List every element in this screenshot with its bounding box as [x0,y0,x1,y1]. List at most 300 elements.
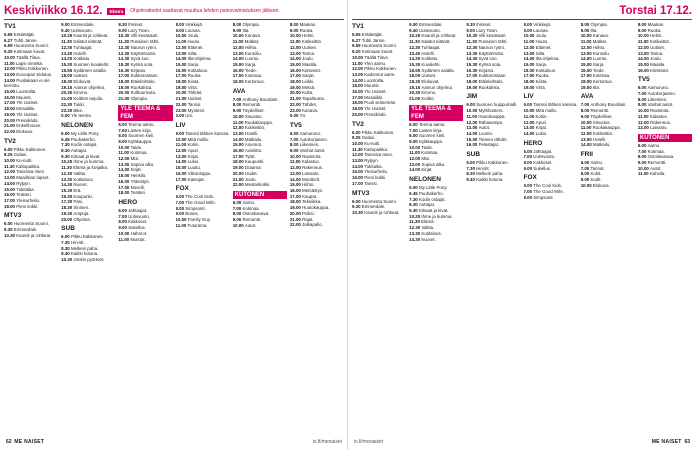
program-time: 21.00 [61,96,74,102]
program-time: 16.00 [580,67,593,73]
program-title: Kaupunki. [73,193,93,199]
program-title: Liikemies. [647,96,668,102]
program-title: Valittu. [73,170,87,176]
program-title: Joulu. [187,33,200,39]
program-time: 9.00 [118,27,129,33]
program-title: Hiihto. [592,44,606,50]
program-time: 10.30 [466,33,479,39]
program-time: 21.00 [409,96,422,102]
program-time: 14.00 [637,56,651,62]
program-time: 15.00 [232,142,245,148]
program-title: Kahvila. [649,171,666,177]
program-time: 0.00 [61,113,71,119]
program-time: 22.00 [4,128,17,134]
program-time: 9.00 [466,102,477,108]
program-time: 12.30 [409,44,422,50]
program-title: Huomenta Suomi. [361,198,397,204]
program-title: Tekniikka. [302,199,322,205]
program-title: Aamu. [590,160,604,166]
program-time: 15.00 [232,61,245,67]
program-title: Ilta. [242,27,250,33]
program-time: 6.59 [352,43,362,49]
program-time: 16.30 [466,67,479,73]
channel-section [233,88,287,188]
program-time: 7.00 [175,199,186,205]
program-title: Anthony Bourdain. [590,102,627,108]
program-time: 17.00 [523,73,536,79]
program-title: Teatteri. [130,190,147,196]
program-time: 12.00 [352,66,365,72]
program-time: 20.00 [232,170,245,176]
program-title: Silta. [187,50,198,56]
program-time: 13.00 [637,125,651,131]
program-time: 18.30 [61,79,74,85]
program-title: Kotitalous. [421,230,442,236]
program-time: 10.00 [352,54,365,60]
program-title: Kukkarostaan. [478,73,507,79]
program-title: Leikki. [302,79,315,85]
program-time: 9.40 [61,27,71,33]
program-time: 18.00 [4,106,17,112]
program-time: 21.00 [289,216,303,222]
program-time: 12.00 [4,169,17,175]
listing-column [176,22,230,436]
channel-section [638,22,692,73]
program-title: Huomenta Suomi. [361,43,397,49]
program-title: Tähdet. [302,101,317,107]
program-title: Lounas. [533,27,549,33]
program-time: 9.00 [523,102,534,108]
program-title: Remontti. [242,217,262,223]
program-time: 6.00 [580,160,591,166]
program-title: Vinkkejä. [185,22,204,27]
program-time: 16.00 [175,67,188,73]
program-row [524,195,578,201]
program-time: 15.00 [637,61,651,67]
program-title: Tanssii tähtien kanssa. [533,102,578,108]
program-title: Puoliakaan ei ole kerrottu. [4,77,50,89]
program-time: 8.00 [289,22,300,27]
channel-section [409,176,463,242]
program-row [466,142,520,148]
program-time: 8.00 [175,205,186,211]
program-time: 11.00 [232,39,245,45]
program-title: Tytöt. [244,153,256,159]
channel-section [233,22,287,85]
program-title: Rahasampo. [478,119,504,125]
program-time: 11.00 [352,60,364,66]
program-time: 10.25 [61,159,74,165]
program-title: Mysteeri. [187,107,206,113]
program-time: 10.00 [580,119,593,125]
program-title: Uudet. [244,170,258,176]
program-title: Punainen tähti. [478,39,508,45]
program-title: Lukio. [535,130,548,136]
program-time: 13.00 [523,50,536,56]
program-time: 13.30 [409,230,422,236]
program-title: Tukki. [73,101,85,107]
program-title: Kulta. [302,90,314,96]
channel-heading: FOX [523,174,537,182]
program-time: 11.00 [580,39,593,45]
program-title: Kotimaa. [592,73,611,79]
channel-heading: HERO [523,139,543,147]
program-time: 11.00 [4,60,16,66]
program-time: 9.20 [352,49,362,55]
channel-section [61,22,115,119]
program-title: Taide. [130,144,143,150]
program-title: Rajat. [302,216,314,222]
program-row [4,204,58,210]
program-time: 6.00 [118,207,129,213]
program-time: 6.00 [61,234,71,240]
program-time: 12.00 [580,130,593,136]
program-title: Salatut elämät. [73,39,103,45]
program-title: Sininen. [73,205,90,211]
program-title: Luonto. [244,56,260,62]
program-row [581,142,635,148]
program-time: 10.30 [118,33,131,39]
program-title: Matkat. [592,39,608,45]
program-title: Teatteri. [16,192,32,198]
program-time: 17.00 [352,94,365,100]
program-title: Uutiset. [187,96,203,102]
program-time: 19.00 [4,111,17,117]
program-time: 10.00 [232,33,245,39]
program-title: Uutisvuoto. [418,27,441,33]
program-time: 11.30 [118,39,131,45]
program-title: Ostoskanava. [242,211,270,217]
footer-url: is.fi/menaiset [354,439,384,445]
program-title: Kauniit ja rohkeat. [421,33,457,39]
program-time: 10.00 [118,144,131,150]
program-time: 16.00 [466,142,479,148]
program-title: Eläinkohtalo. [130,79,156,85]
program-time: 7.00 [637,148,648,154]
program-title: Kotimaa. [130,150,148,156]
channel-section [466,22,520,90]
program-title: Kotiin. [187,142,200,148]
program-title: Kanava. [244,33,262,39]
program-title: Kylmä sota. [130,61,154,67]
channel-section [118,199,172,242]
program-time: 10.00 [175,33,188,39]
program-time: 6.00 [637,85,648,91]
program-time: 9.30 [352,204,362,210]
program-time: 12.00 [232,44,245,50]
program-time: 12.00 [637,119,651,125]
program-title: Ruokalista. [478,84,501,90]
program-title: Hirviöt. [70,239,85,245]
program-time: 9.20 [4,49,14,55]
program-title: Täydelliset. [590,113,613,119]
program-title: Aamuruno. [299,130,322,136]
program-time: 15.00 [4,89,17,95]
program-title: Remontti. [590,108,610,114]
program-title: Sisustus. [592,119,611,125]
program-time: 8.30 [409,202,419,208]
program-title: Sydämen asialla. [73,67,107,73]
program-title: Ruoka. [647,27,662,33]
program-title: Ruoka. [299,27,314,33]
channel-section [290,122,344,228]
program-time: 14.00 [466,130,479,136]
program-time: 10.00 [289,33,303,39]
program-title: Metsä. [302,84,316,90]
ekstra-badge: Ekstra [109,8,124,14]
program-time: 8.00 [523,160,534,166]
program-time: 15.00 [4,186,17,192]
program-title: Taide. [421,144,434,150]
program-time: 5.55 [4,32,14,37]
program-time: 13.30 [61,176,74,182]
channel-heading: TV1 [4,23,16,30]
program-time: 8.30 [466,171,477,177]
channel-section [176,22,230,119]
program-time: 18.00 [352,100,365,106]
program-time: 9.00 [466,27,477,33]
listing-column [233,22,287,436]
program-title: Novelli. [130,184,145,190]
page-footer [354,438,690,446]
channel-heading: MTV3 [352,189,370,197]
program-title: Rylpyn. [364,158,379,164]
program-title: Syvä suo. [130,56,150,62]
program-time: 12.30 [118,44,131,50]
program-title: Kaikki kotona. [476,177,504,183]
program-title: Vinkkejä. [533,22,552,27]
program-title: Pelastajat. [478,142,500,148]
program-row [61,113,115,119]
program-title: Anthony Bourdain. [242,96,279,102]
program-title: Tukitaika. [364,163,383,169]
program-time: 12.00 [580,44,593,50]
program-title: Emmerdale. [13,227,38,233]
program-time: 15.00 [289,182,303,188]
program-title: Maukas. [299,22,317,27]
program-title: Helmi. [650,33,663,39]
program-title: Yleisurheilu. [364,169,389,175]
program-time: 9.00 [175,211,186,217]
program-title: Pikku Kakkonen. [361,129,395,135]
program-time: 10.25 [61,33,74,39]
program-title: Matkailu. [244,136,263,142]
program-time: 19.00 [466,84,479,90]
program-time: 13.00 [466,125,479,131]
program-title: Galaxi. [13,152,28,158]
program-title: Pikku Kakkonen. [13,146,47,152]
program-title: Sukellus. [533,165,552,171]
program-time: 22.00 [289,101,303,107]
program-time: 14.00 [4,77,17,83]
listing-column [466,22,520,436]
program-title: Autokorjaamo. [647,91,676,97]
program-time: 11.00 [523,39,536,45]
program-title: Olympia. [590,22,608,27]
program-time: 9.00 [580,177,591,183]
program-time: 18.00 [289,199,303,205]
page-number: 63 [684,439,690,445]
program-title: Kylmä sota. [478,61,502,67]
program-time: 13.00 [232,50,245,56]
program-time: 15.30 [409,61,422,67]
program-title: Kotimaa. [244,73,263,79]
program-time: 11.00 [175,39,188,45]
program-title: Jahtaajat. [128,207,148,213]
program-time: 14.00 [232,136,245,142]
program-title: Lapsi nimeltä. [15,60,44,66]
channel-heading: YLE TEEMA & FEM [118,105,172,121]
program-title: Kirjasto. [478,67,495,73]
program-title: Lazy Town. [476,27,498,33]
program-time: 16.00 [289,67,303,73]
program-time: 9.30 [4,227,14,233]
channel-section [581,22,635,90]
program-title: Autokorjaamo. [299,136,328,142]
program-time: 19.00 [289,84,303,90]
program-time: 12.00 [523,44,536,50]
program-title: Autot. [478,125,491,131]
program-time: 22.00 [175,101,188,107]
program-title: Tiede. [592,67,605,73]
program-title: Laivasto. [302,170,320,176]
program-row [466,177,520,183]
program-title: Puuhakerho. [70,136,96,142]
listing-column [290,22,344,436]
program-time: 12.00 [289,165,303,171]
program-title: Kotikeittiö. [592,130,614,136]
program-time: 11.30 [61,39,74,45]
program-title: Aamuruno. [647,85,670,91]
program-time: 8.30 [118,22,129,27]
program-time: 8.00 [523,194,534,200]
channel-heading: LIV [523,93,534,101]
program-title: Silta. [535,50,546,56]
program-title: Suomen huippumalli. [476,102,518,108]
program-time: 6.00 [175,194,186,200]
channel-section [290,22,344,119]
channel-section [61,225,115,263]
program-title: Yle Uutiset. [16,100,39,106]
program-title: Lounas. [185,27,201,33]
program-time: 17.00 [466,73,479,79]
program-title: Sarja. [535,61,548,67]
program-time: 19.00 [580,84,593,90]
program-title: Kirjat. [187,153,199,159]
program-title: Lasten kirja. [128,127,152,133]
program-title: Viikonloppu. [187,170,212,176]
channel-heading: JIM [466,93,478,101]
program-time: 10.00 [4,54,17,60]
program-title: Kauniit ja rohkeat. [364,209,400,215]
program-title: Yleisurheilu. [16,197,41,203]
channel-section [638,134,692,177]
program-row [638,171,692,177]
program-time: 13.40 [61,50,74,56]
channel-heading: TV5 [637,76,650,84]
program-title: Sukellus. [128,225,146,231]
program-time: 15.00 [466,136,479,142]
header-rule [352,19,692,20]
program-time: 18.30 [409,79,422,85]
program-title: Tapahtuma. [302,96,326,102]
program-title: Keittiö. [421,96,435,102]
program-row [176,177,230,183]
program-title: Kirjasto. [130,67,147,73]
program-title: Ravintola. [650,108,670,114]
program-time: 10.00 [118,230,131,236]
channel-heading: AVA [232,87,246,95]
program-time: 10.00 [523,108,536,114]
program-time: 7.00 [118,213,129,219]
program-title: Tuhlaajat. [73,44,93,50]
program-time: 15.00 [175,165,188,171]
program-time: 11.30 [4,163,16,169]
program-time: 19.30 [61,210,74,216]
program-time: 9.00 [523,27,534,33]
channel-section [118,22,172,102]
program-title: Täydelliset. [242,108,265,114]
program-title: Kokit. [590,171,602,177]
program-time: 6.00 [409,121,419,127]
program-time: 13.00 [637,50,651,56]
program-title: Aamu. [647,142,661,148]
program-title: Henkilö. [130,173,147,179]
program-title: Kanava. [592,33,610,39]
program-title: Pressiklubi. [16,117,39,123]
channel-section [4,138,58,210]
program-time: 16.00 [352,89,365,95]
program-title: My Little Pony. [418,185,448,191]
program-time: 8.00 [580,171,591,177]
program-title: Virta. [187,84,198,90]
program-time: 13.00 [352,71,365,77]
program-title: Lasten kirja. [418,127,443,133]
channel-heading: FRII [580,151,593,159]
program-time: 12.00 [175,148,188,154]
program-title: Melkein paha. [70,245,99,251]
program-title: Kotikatu. [73,56,91,62]
program-time: 11.00 [637,113,650,119]
program-title: Sarja. [244,61,257,67]
program-title: Kitsaat ja kivat. [70,153,101,159]
right-page [348,0,696,450]
program-title: Villi kesäsaari. [478,33,507,39]
program-title: Teema aamu. [128,121,155,127]
program-title: Kirjat. [421,167,433,173]
program-time: 12.30 [409,225,422,231]
program-title: Pasi. [73,199,84,205]
program-title: Luuttu. [187,165,202,171]
day-title: Keskiviikko 16.12. [4,5,103,17]
program-time: 6.00 [4,146,14,152]
program-title: Matkat. [244,39,260,45]
channel-section [409,105,463,173]
program-title: Kuntoilu. [244,50,262,56]
program-row [290,113,344,119]
program-title: Moottorit. [302,176,321,182]
program-title: Teema aamu. [418,121,446,127]
program-title: Yle Uutiset. [364,106,387,112]
program-time: 8.00 [409,133,419,139]
program-time: 17.00 [4,197,17,203]
program-title: Elämä ja kivijalka. [73,165,109,171]
program-title: Kaikki kotona. [70,251,99,257]
program-title: Ruoka. [187,73,202,79]
program-title: Kirjat. [130,167,142,173]
program-title: Nuoret. [73,182,88,188]
program-row [352,210,406,216]
